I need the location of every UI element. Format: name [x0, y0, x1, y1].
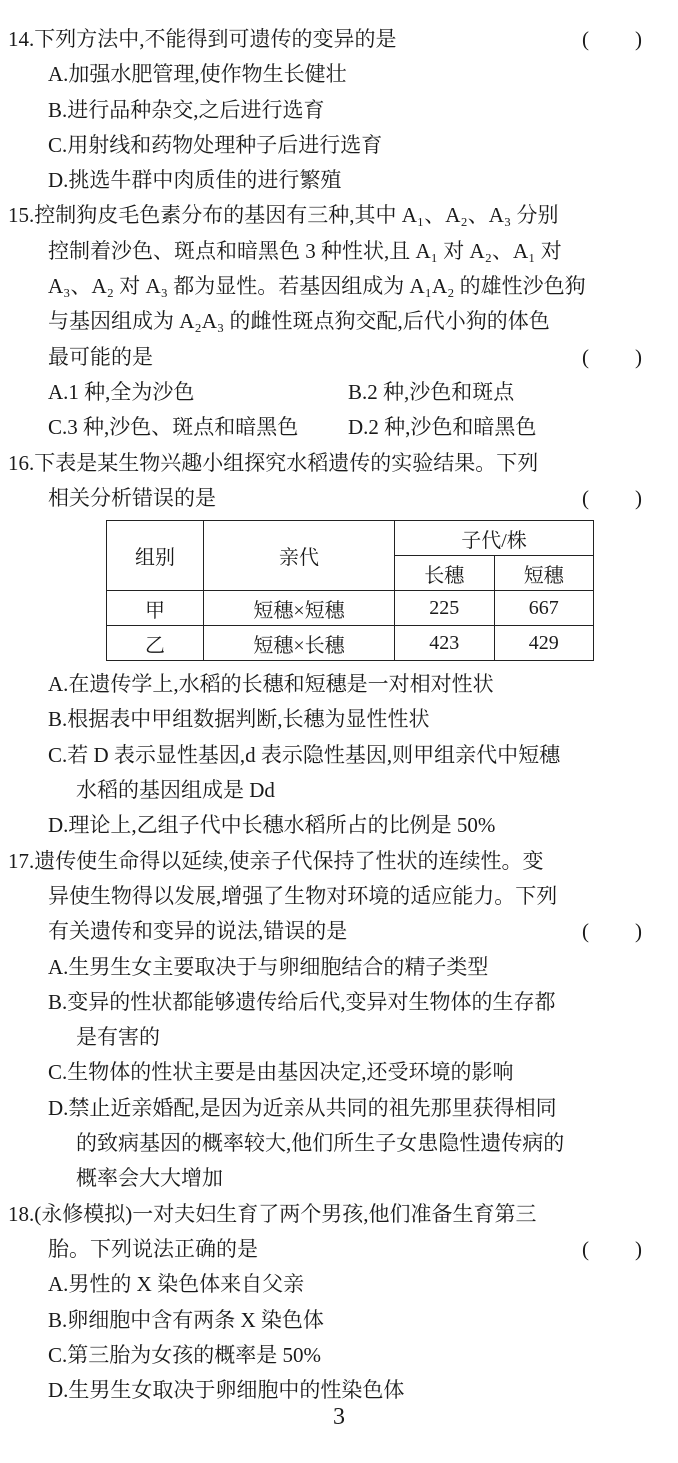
line-text: B.卵细胞中含有两条 X 染色体	[48, 1307, 324, 1332]
cell-long: 423	[395, 626, 495, 661]
cell-short: 667	[494, 591, 594, 626]
line-text: B.进行品种杂交,之后进行选育	[48, 97, 325, 122]
option-line	[0, 1338, 678, 1373]
option-line	[0, 1126, 678, 1161]
question-stem-line	[0, 879, 678, 914]
question-stem	[0, 22, 678, 57]
option-line	[0, 1091, 678, 1126]
option-line	[0, 738, 678, 773]
cell-short: 429	[494, 626, 594, 661]
line-text: 17.遗传使生命得以延续,使亲子代保持了性状的连续性。变	[8, 848, 544, 873]
line-text: 的致病基因的概率较大,他们所生子女患隐性遗传病的	[76, 1131, 565, 1156]
line-text: 有关遗传和变异的说法,错误的是	[48, 919, 348, 944]
line-text: D.禁止近亲婚配,是因为近亲从共同的祖先那里获得相同	[48, 1095, 557, 1120]
line-text: A.在遗传学上,水稻的长穗和短穗是一对相对性状	[48, 672, 494, 697]
table-row	[107, 591, 594, 626]
option-line	[0, 128, 678, 163]
option-line	[0, 410, 678, 445]
line-text: D.挑选牛群中肉质佳的进行繁殖	[48, 168, 342, 193]
option-line	[0, 163, 678, 198]
option-line	[0, 57, 678, 92]
cell-parent: 短穗×短穗	[204, 591, 395, 626]
line-text: 相关分析错误的是	[48, 485, 216, 510]
option-line	[0, 1020, 678, 1055]
option-line	[0, 1161, 678, 1196]
header-offspring: 子代/株	[395, 521, 594, 556]
line-text: 控制着沙色、斑点和暗黑色 3 种性状,且 A₁ 对 A₂、A₁ 对	[48, 238, 562, 263]
line-text: 异使生物得以发展,增强了生物对环境的适应能力。下列	[48, 883, 558, 908]
option-line	[0, 93, 678, 128]
line-text: 16.下表是某生物兴趣小组探究水稻遗传的实验结果。下列	[8, 450, 539, 475]
exam-page-content	[0, 22, 678, 1408]
option: B.2 种,沙色和斑点	[348, 379, 515, 404]
line-text: D.生男生女取决于卵细胞中的性染色体	[48, 1378, 405, 1403]
line-text: A.生男生女主要取决于与卵细胞结合的精子类型	[48, 954, 489, 979]
line-text: A.加强水肥管理,使作物生长健壮	[48, 62, 347, 87]
table-row	[107, 626, 594, 661]
question-stem-line	[0, 234, 678, 269]
answer-blank: ( )	[582, 344, 642, 369]
option-line	[0, 702, 678, 737]
answer-blank: ( )	[582, 1236, 642, 1261]
cell-group: 乙	[107, 626, 204, 661]
option-line	[0, 985, 678, 1020]
question-stem-line	[0, 340, 678, 375]
page-number: 3	[333, 1404, 345, 1430]
header-group: 组别	[107, 521, 204, 591]
question-stem-line	[0, 481, 678, 516]
line-text: 概率会大大增加	[76, 1166, 223, 1191]
question-stem-line	[0, 914, 678, 949]
line-text: 胎。下列说法正确的是	[48, 1236, 258, 1261]
line-text: B.根据表中甲组数据判断,长穗为显性性状	[48, 707, 430, 732]
option-line	[0, 1055, 678, 1090]
line-text: A₃、A₂ 对 A₃ 都为显性。若基因组成为 A₁A₂ 的雄性沙色狗	[48, 274, 586, 299]
line-text: A.男性的 X 染色体来自父亲	[48, 1272, 305, 1297]
cell-long: 225	[395, 591, 495, 626]
line-text: 15.控制狗皮毛色素分布的基因有三种,其中 A₁、A₂、A₃ 分别	[8, 203, 559, 228]
question-stem-line	[0, 269, 678, 304]
option-line	[0, 773, 678, 808]
answer-blank: ( )	[582, 485, 642, 510]
line-text: 是有害的	[76, 1025, 160, 1050]
option: D.2 种,沙色和暗黑色	[348, 415, 537, 440]
answer-blank: ( )	[582, 27, 642, 51]
line-text: 最可能的是	[48, 344, 153, 369]
line-text: 水稻的基因组成是 Dd	[76, 778, 275, 803]
option-line	[0, 950, 678, 985]
line-text: C.用射线和药物处理种子后进行选育	[48, 132, 383, 157]
line-text: C.第三胎为女孩的概率是 50%	[48, 1342, 321, 1367]
option-line	[0, 1303, 678, 1338]
question-stem	[0, 198, 678, 233]
line-text: 18.(永修模拟)一对夫妇生育了两个男孩,他们准备生育第三	[8, 1201, 537, 1226]
question-stem	[0, 446, 678, 481]
option: A.1 种,全为沙色	[48, 379, 195, 404]
header-long: 长穗	[395, 556, 495, 591]
line-text: 14.下列方法中,不能得到可遗传的变异的是	[8, 27, 397, 51]
table-header-row	[107, 521, 594, 556]
question-stem-line	[0, 1232, 678, 1267]
line-text: C.生物体的性状主要是由基因决定,还受环境的影响	[48, 1060, 514, 1085]
line-text: B.变异的性状都能够遗传给后代,变异对生物体的生存都	[48, 989, 556, 1014]
option-line	[0, 808, 678, 843]
line-text: D.理论上,乙组子代中长穗水稻所占的比例是 50%	[48, 813, 496, 838]
option-line	[0, 1267, 678, 1302]
option-line	[0, 375, 678, 410]
question-stem-line	[0, 304, 678, 339]
results-table	[106, 520, 594, 661]
cell-parent: 短穗×长穗	[204, 626, 395, 661]
cell-group: 甲	[107, 591, 204, 626]
answer-blank: ( )	[582, 919, 642, 944]
line-text: 与基因组成为 A₂A₃ 的雌性斑点狗交配,后代小狗的体色	[48, 309, 550, 334]
question-stem	[0, 844, 678, 879]
header-parent: 亲代	[204, 521, 395, 591]
question-stem	[0, 1197, 678, 1232]
option: C.3 种,沙色、斑点和暗黑色	[48, 415, 299, 440]
header-short: 短穗	[494, 556, 594, 591]
line-text: C.若 D 表示显性基因,d 表示隐性基因,则甲组亲代中短穗	[48, 742, 561, 767]
option-line	[0, 667, 678, 702]
